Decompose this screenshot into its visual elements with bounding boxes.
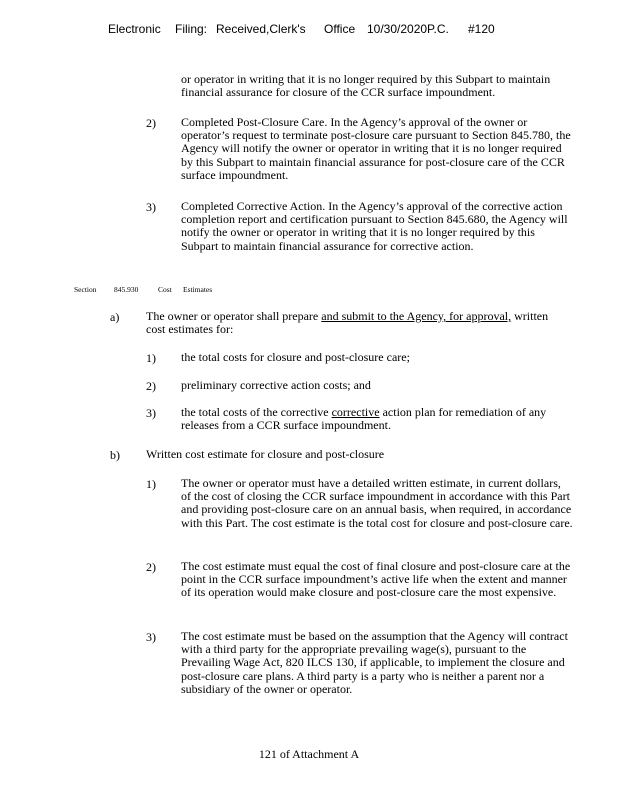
list-item: preliminary corrective action costs; and [181, 378, 371, 392]
subsection-b-text: Written cost estimate for closure and post-closure [146, 447, 385, 461]
list-item: The cost estimate must equal the cost of final closure and post-closure care at the point in the CCR surface impoundment’s active life when the extent and manner of its operation would make closure and post-closure care the most expensive. [181, 559, 571, 600]
section-title-word2: Estimates [183, 285, 213, 294]
list-item: The owner or operator must have a detailed written estimate, in current dollars, of the cost of closing the CCR surface impoundment in accordance with this Part and providing post-closure care on an annual basis, when required, in accordance with this Part. The cost estimate is the total cost for closure and post-closure care. [181, 476, 573, 530]
list-item [181, 406, 576, 432]
list-item-number: 1) [146, 477, 156, 491]
list-item-inserted-text: corrective [331, 405, 380, 419]
page-footer: 121 of Attachment A [258, 747, 360, 761]
subsection-a-text [146, 310, 561, 336]
header-number: #120 [468, 22, 495, 36]
list-item-number: 3) [146, 630, 156, 644]
list-item-number: 1) [146, 351, 156, 365]
section-label: Section [74, 285, 97, 294]
header-filing: Filing: [175, 22, 208, 36]
subsection-a-text-start: The owner or operator shall prepare [146, 309, 322, 323]
header-date: 10/30/2020P.C. [367, 22, 449, 36]
subsection-a-number: a) [110, 310, 120, 324]
header-office: Office [324, 22, 356, 36]
subsection-a-inserted-text: and submit to the Agency, for approval, [321, 309, 512, 323]
list-item: The cost estimate must be based on the assumption that the Agency will contract with a third party for the appropriate prevailing wage(s), pursuant to the Prevailing Wage Act, 820 ILCS 130, if applicable, to implement the closure and post-closure care plans. A third party is a party who is neither a parent nor a subsidiary of the owner or operator. [181, 629, 568, 696]
list-item-number: 2) [146, 379, 156, 393]
subsection-b-number: b) [110, 448, 120, 462]
continued-paragraph: or operator in writing that it is no longer required by this Subpart to maintain financial assurance for closure of the CCR surface impoundment. [181, 72, 551, 100]
list-item: the total costs for closure and post-closure care; [181, 350, 410, 364]
section-number: 845.930 [114, 285, 139, 294]
item-completed-post-closure: Completed Post-Closure Care. In the Agency’s approval of the owner or operator’s request to terminate post-closure care pursuant to Section 845.780, the Agency will notify the owner or operator in writing that it is no longer required by this Subpart to maintain financial assurance for post-closure care of the CCR surface impoundment. [181, 115, 571, 182]
list-item-text-end: action plan for remediation of any releases from a CCR surface impoundment. [181, 405, 547, 433]
list-item-text-start: the total costs of the corrective [181, 405, 332, 419]
item-completed-corrective-action: Completed Corrective Action. In the Agency’s approval of the corrective action completion report and certification pursuant to Section 845.680, the Agency will notify the owner or operator in writing that it is no longer required by this Subpart to maintain financial assurance for corrective action. [181, 199, 568, 253]
list-item-number: 2) [146, 560, 156, 574]
header-electronic: Electronic [108, 22, 161, 36]
section-title-word1: Cost [158, 285, 172, 294]
item-number: 3) [146, 200, 156, 214]
header-received: Received,Clerk's [216, 22, 306, 36]
list-item-number: 3) [146, 406, 156, 420]
item-number: 2) [146, 116, 156, 130]
subsection-a-text-end: written cost estimates for: [146, 309, 549, 337]
